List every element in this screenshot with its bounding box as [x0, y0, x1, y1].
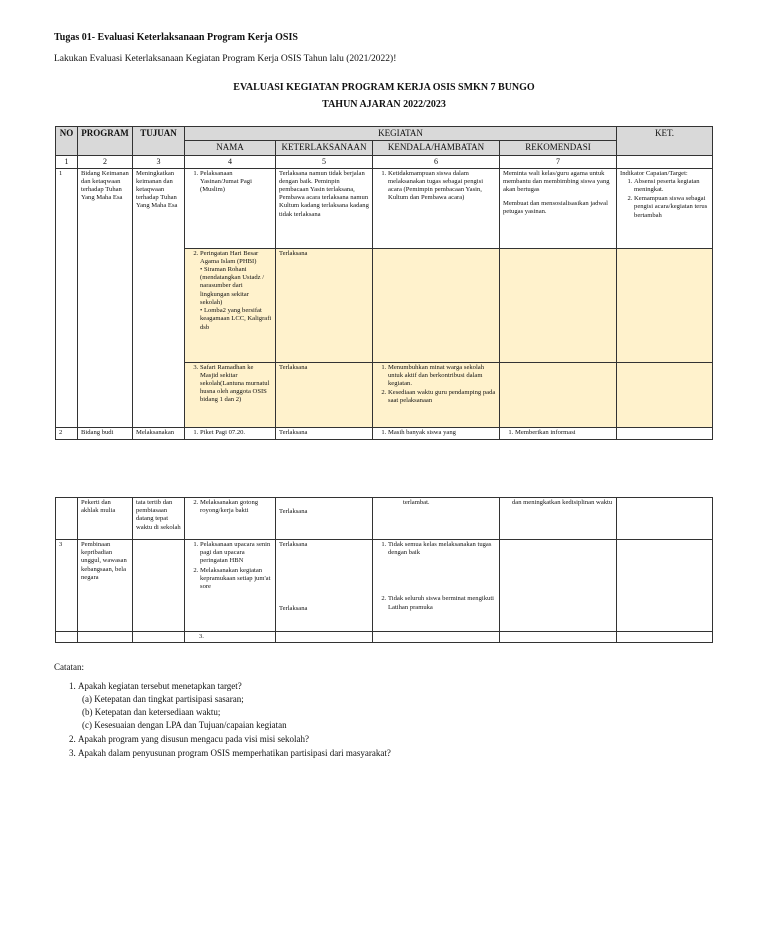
notes-title: Catatan: — [54, 662, 84, 672]
row-tujuan: Melaksanakan — [133, 427, 185, 439]
row-tujuan — [133, 540, 185, 632]
activity-name: 3. — [185, 632, 276, 643]
table-row — [56, 427, 713, 439]
activity-remarks — [617, 498, 713, 540]
row-no: 3 — [56, 540, 78, 632]
col-kendala-header: KENDALA/HAMBATAN — [373, 141, 500, 155]
activity-status: Terlaksana Terlaksana — [276, 540, 373, 632]
activity-name: 2. Melaksanakan gotong royong/kerja bakti — [185, 498, 276, 540]
activity-name: 1. Pelaksanaan upacara senin pagi dan upacara peringatan HBN 2. Melaksanakan kegiatan kepramukaan setiap jum'at sore — [185, 540, 276, 632]
activity-obstacle: 1. Masih banyak siswa yang — [373, 427, 500, 439]
col-number: 6 — [373, 155, 500, 168]
activity-status: Terlaksana namun tidak berjalan dengan baik. Peminpin pembacaan Yasin terlaksana, Pembawa acara terlaksana namun Kultum kadang terlaksana kadang tidak terlaksana — [276, 168, 373, 248]
col-nama-header: NAMA — [185, 141, 276, 155]
table-row — [56, 168, 713, 248]
row-program: Bidang Keimanan dan ketaqwaan terhadap Tuhan Yang Maha Esa — [78, 168, 133, 427]
table-row — [56, 498, 713, 540]
col-number: 7 — [500, 155, 617, 168]
activity-status: Terlaksana — [276, 362, 373, 427]
row-tujuan: Meningkatkan keimanan dan ketaqwaan terhadap Tuhan Yang Maha Esa — [133, 168, 185, 427]
notes-section — [54, 661, 391, 761]
activity-recommendation — [500, 540, 617, 632]
col-tujuan-header: TUJUAN — [133, 127, 185, 156]
activity-recommendation: 1. Memberikan informasi — [500, 427, 617, 439]
col-ket-header: KET. — [617, 127, 713, 156]
col-number: 4 — [185, 155, 276, 168]
row-program: Pekerti dan akhlak mulia — [78, 498, 133, 540]
instruction-text: Lakukan Evaluasi Keterlaksanaan Kegiatan Program Kerja OSIS Tahun lalu (2021/2022)! — [54, 54, 397, 64]
row-program: Pembinaan kepribadian unggul, wawasan kebangsaan, bela negara — [78, 540, 133, 632]
col-rekomendasi-header: REKOMENDASI — [500, 141, 617, 155]
table-row — [56, 540, 713, 632]
activity-remarks — [617, 362, 713, 427]
activity-recommendation — [500, 362, 617, 427]
activity-remarks — [617, 248, 713, 362]
row-tujuan: tata tertib dan pembiasaan datang tepat waktu di sekolah — [133, 498, 185, 540]
col-number — [617, 155, 713, 168]
col-number: 2 — [78, 155, 133, 168]
activity-status: Terlaksana — [276, 427, 373, 439]
row-no: 2 — [56, 427, 78, 439]
task-title: Tugas 01- Evaluasi Keterlaksanaan Program Kerja OSIS — [54, 32, 298, 43]
activity-obstacle: 1. Ketidakmampuan siswa dalam melaksanakan tugas sebagai pengisi acara (Pemimpin pembacaan Yasin, Kultum dan Pembawa acara) — [373, 168, 500, 248]
note-item: 1. Apakah kegiatan tersebut menetapkan target? (a) Ketepatan dan tingkat partisipasi sasaran; (b) Ketepatan dan ketersediaan waktu; (c) Kesesuaian dengan LPA dan Tujuan/capaian kegiatan — [78, 680, 391, 732]
activity-obstacle: 1. Menumbuhkan minat warga sekolah untuk aktif dan berkontribusi dalam kegiatan. 2. Kesediaan waktu guru pendamping pada saat pelaksanaan — [373, 362, 500, 427]
col-keterlaksanaan-header: KETERLAKSANAAN — [276, 141, 373, 155]
col-program-header: PROGRAM — [78, 127, 133, 156]
note-item: 3. Apakah dalam penyusunan program OSIS memperhatikan partisipasi dari masyarakat? — [78, 747, 391, 760]
activity-status: Terlaksana — [276, 498, 373, 540]
activity-obstacle — [373, 248, 500, 362]
year-title: TAHUN AJARAN 2022/2023 — [322, 99, 446, 110]
activity-name: 1. Piket Pagi 07.20. — [185, 427, 276, 439]
activity-name: 2. Peringatan Hari Besar Agama Islam (PHBI) • Siraman Rohani (mendatangkan Ustadz / narasumber dari lingkungan sekitar sekolah) • Lomba2 yang bersifat keagamaan LCC, Kaligrafi dsb — [185, 248, 276, 362]
activity-remarks: Indikator Capaian/Target: 1. Absensi peserta kegiatan meningkat. 2. Kemampuan siswa sebagai pengisi acara/kegiatan terus bertambah — [617, 168, 713, 248]
activity-remarks — [617, 540, 713, 632]
col-number: 5 — [276, 155, 373, 168]
activity-status: Terlaksana — [276, 248, 373, 362]
col-no-header: NO — [56, 127, 78, 156]
row-program: Bidang budi — [78, 427, 133, 439]
main-title: EVALUASI KEGIATAN PROGRAM KERJA OSIS SMKN 7 BUNGO — [233, 82, 535, 93]
row-no — [56, 498, 78, 540]
note-item: 2. Apakah program yang disusun mengacu pada visi misi sekolah? — [78, 733, 391, 746]
activity-name: 1. Pelaksanaan Yasinan/Jumat Pagi (Muslim) — [185, 168, 276, 248]
evaluation-table-bottom — [55, 497, 713, 643]
activity-recommendation: Meminta wali kelas/guru agama untuk membantu dan membimbing siswa yang akan bertugas Membuat dan mensosialisasikan jadwal petugas yasinan. — [500, 168, 617, 248]
activity-obstacle: 1. Tidak semua kelas melaksanakan tugas dengan baik 2. Tidak seluruh siswa berminat mengikuti Latihan pramuka — [373, 540, 500, 632]
col-kegiatan-header: KEGIATAN — [185, 127, 617, 141]
activity-obstacle: terlambat. — [373, 498, 500, 540]
col-number: 1 — [56, 155, 78, 168]
evaluation-table-top — [55, 126, 713, 440]
activity-name: 3. Safari Ramadhan ke Masjid sekitar sekolah(Lantuna murnatul husna oleh anggota OSIS bidang 1 dan 2) — [185, 362, 276, 427]
table-row — [56, 632, 713, 643]
row-no: 1 — [56, 168, 78, 427]
activity-remarks — [617, 427, 713, 439]
activity-recommendation — [500, 248, 617, 362]
col-number: 3 — [133, 155, 185, 168]
activity-recommendation: dan meningkatkan kedisiplinan waktu — [500, 498, 617, 540]
